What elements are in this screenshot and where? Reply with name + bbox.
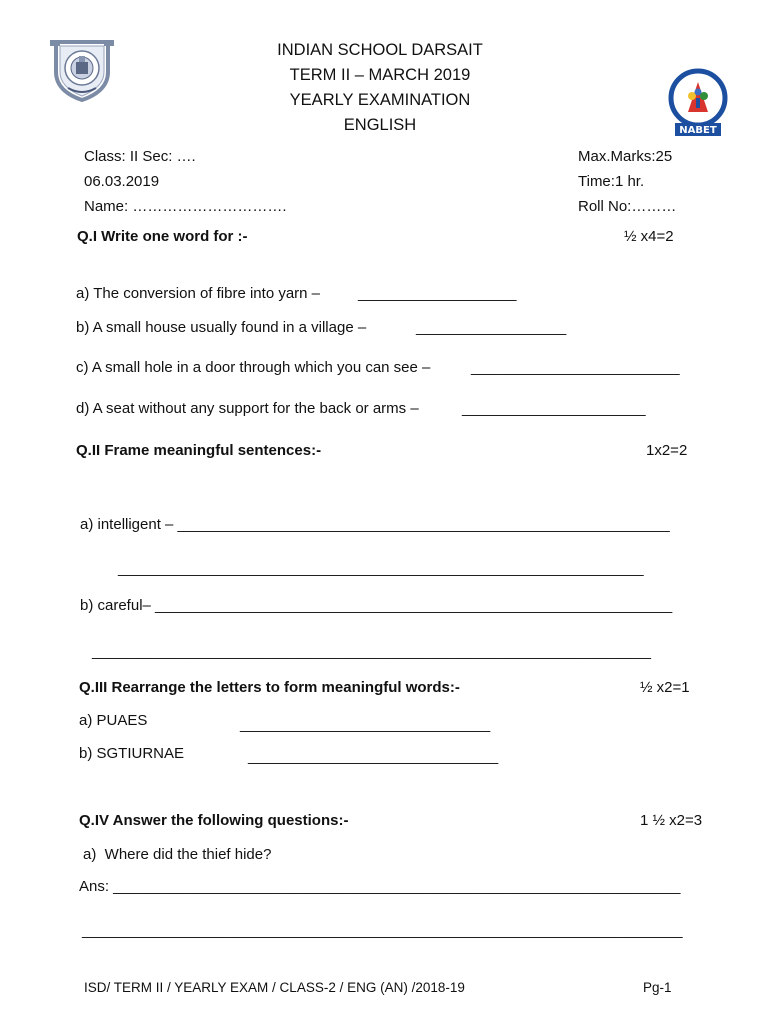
- q1-item-c: c) A small hole in a door through which you can see –: [76, 359, 431, 376]
- nabet-label: NABET: [679, 125, 717, 136]
- q4-answer-line2: ________________________________________________________________________: [82, 922, 683, 939]
- max-marks: Max.Marks:25: [578, 148, 673, 165]
- q1-item-d: d) A seat without any support for the back or arms –: [76, 400, 419, 417]
- q2-item-a-line2: _______________________________________________________________: [118, 560, 644, 577]
- footer-text: ISD/ TERM II / YEARLY EXAM / CLASS-2 / ENG (AN) /2018-19: [84, 980, 465, 995]
- class-sec: Class: II Sec: ….: [84, 148, 196, 165]
- q3-item-b: b) SGTIURNAE: [79, 745, 185, 762]
- page-number: Pg-1: [643, 980, 672, 995]
- q3-blank-a: ______________________________: [240, 716, 491, 733]
- q3-heading: Q.III Rearrange the letters to form meaningful words:-: [79, 679, 460, 696]
- roll-no: Roll No:………: [578, 198, 677, 215]
- q4-answer: Ans: ____________________________________________________________________: [79, 878, 681, 895]
- q4-heading: Q.IV Answer the following questions:-: [79, 812, 349, 829]
- student-name: Name: ………………………….: [84, 198, 287, 215]
- exam-date: 06.03.2019: [84, 173, 160, 190]
- q1-item-a: a) The conversion of fibre into yarn –: [76, 285, 321, 302]
- q3-item-a: a) PUAES: [79, 712, 148, 729]
- q2-item-b: b) careful– ______________________________________________________________: [80, 597, 673, 614]
- q1-blank-c: _________________________: [471, 359, 680, 376]
- subject-title: ENGLISH: [343, 116, 417, 134]
- q1-blank-b: __________________: [416, 319, 567, 336]
- q2-heading: Q.II Frame meaningful sentences:-: [76, 442, 322, 459]
- q3-blank-b: ______________________________: [248, 748, 499, 765]
- q1-marks: ½ x4=2: [624, 228, 674, 245]
- exam-title: YEARLY EXAMINATION: [289, 91, 471, 109]
- q4-marks: 1 ½ x2=3: [640, 812, 703, 829]
- q1-heading: Q.I Write one word for :-: [77, 228, 248, 245]
- q1-item-b: b) A small house usually found in a village –: [76, 319, 367, 336]
- school-name: INDIAN SCHOOL DARSAIT: [277, 41, 483, 59]
- q2-item-a: a) intelligent – ___________________________________________________________: [80, 516, 670, 533]
- q4-item-a: a) Where did the thief hide?: [83, 846, 272, 863]
- q2-item-b-line2: ___________________________________________________________________: [92, 643, 651, 660]
- q3-marks: ½ x2=1: [640, 679, 690, 696]
- nabet-logo: [666, 68, 730, 138]
- q1-blank-a: ___________________: [358, 285, 517, 302]
- q1-blank-d: ______________________: [462, 400, 646, 417]
- exam-time: Time:1 hr.: [578, 173, 645, 190]
- school-logo: [46, 38, 118, 102]
- term-title: TERM II – MARCH 2019: [289, 66, 471, 84]
- q2-marks: 1x2=2: [646, 442, 688, 459]
